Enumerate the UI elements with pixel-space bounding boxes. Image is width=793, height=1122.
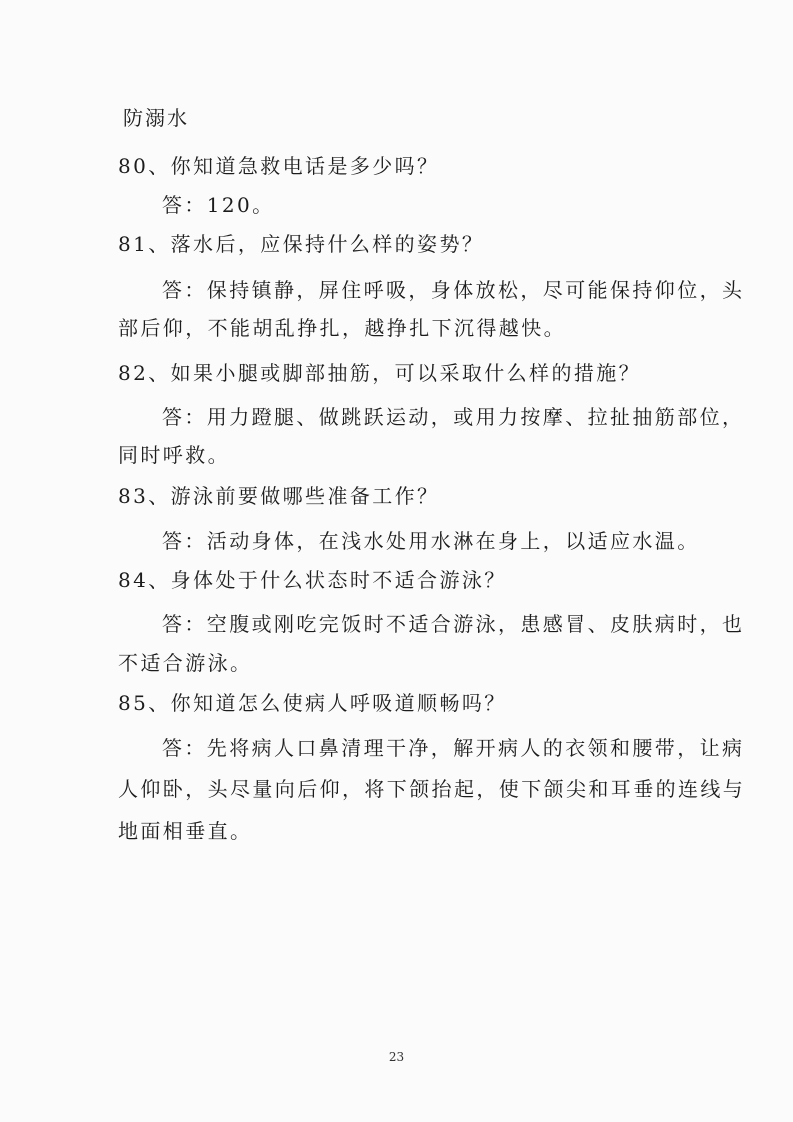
answer-81-line-1: 答：保持镇静，屏住呼吸，身体放松，尽可能保持仰位，头 (162, 278, 745, 302)
answer-84-line-2: 不适合游泳。 (118, 651, 253, 675)
page-number: 23 (388, 1050, 405, 1064)
question-80: 80、你知道急救电话是多少吗？ (118, 154, 440, 178)
question-84: 84、身体处于什么状态时不适合游泳？ (118, 568, 507, 592)
answer-81-line-2: 部后仰，不能胡乱挣扎，越挣扎下沉得越快。 (118, 316, 566, 340)
question-83: 83、游泳前要做哪些准备工作？ (118, 484, 440, 508)
answer-84-line-1: 答：空腹或刚吃完饭时不适合游泳，患感冒、皮肤病时，也 (162, 612, 745, 636)
answer-82-line-1: 答：用力蹬腿、做跳跃运动，或用力按摩、拉扯抽筋部位， (162, 405, 745, 429)
question-82: 82、如果小腿或脚部抽筋，可以采取什么样的措施？ (118, 361, 642, 385)
answer-82-line-2: 同时呼救。 (118, 443, 230, 467)
answer-83-line-1: 答：活动身体，在浅水处用水淋在身上，以适应水温。 (162, 529, 700, 553)
section-title: 防溺水 (123, 106, 189, 130)
answer-80-line-1: 答：120。 (162, 193, 275, 217)
answer-85-line-2: 人仰卧，头尽量向后仰，将下颌抬起，使下颌尖和耳垂的连线与 (118, 777, 746, 801)
question-85: 85、你知道怎么使病人呼吸道顺畅吗？ (118, 691, 507, 715)
answer-85-line-3: 地面相垂直。 (118, 819, 253, 843)
answer-85-line-1: 答：先将病人口鼻清理干净，解开病人的衣领和腰带，让病 (162, 736, 745, 760)
question-81: 81、落水后，应保持什么样的姿势？ (118, 232, 485, 256)
